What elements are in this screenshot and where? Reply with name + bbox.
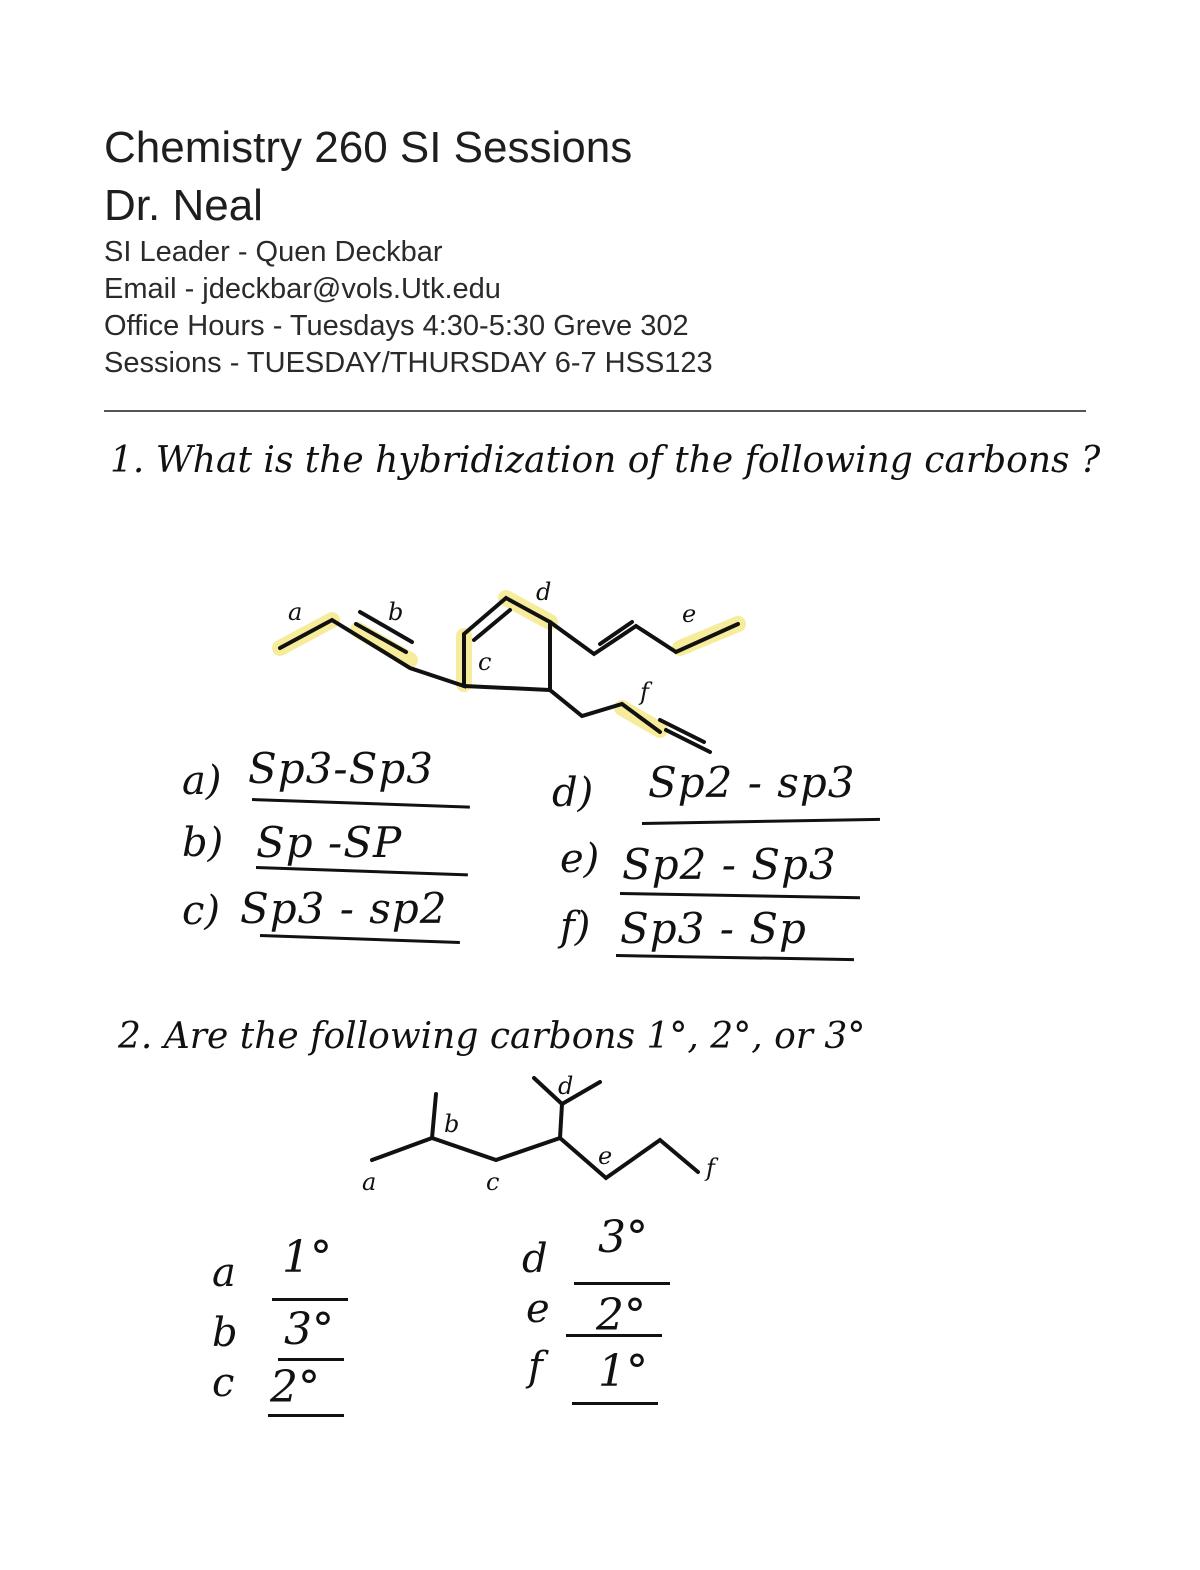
molecule-hybridization: [280, 598, 738, 752]
answer-label: b): [182, 820, 224, 866]
degree-chain-bonds: [372, 1138, 698, 1178]
atom-label: a: [288, 598, 303, 626]
answer-value: 1°: [282, 1232, 332, 1283]
atom-label: f: [640, 678, 649, 706]
answer-label: c: [212, 1360, 235, 1406]
atom-label: b: [444, 1110, 460, 1138]
page-title: Chemistry 260 SI Sessions: [104, 123, 633, 172]
email-line: Email - jdeckbar@vols.Utk.edu: [104, 273, 501, 305]
answer-value: 3°: [284, 1304, 334, 1355]
atom-label: e: [682, 600, 697, 628]
answer-value: Sp2 - Sp3: [622, 840, 837, 889]
instructor-name: Dr. Neal: [104, 181, 263, 230]
atom-label: e: [598, 1142, 613, 1170]
answer-underline: [572, 1402, 658, 1405]
atom-label: c: [478, 648, 492, 676]
question-2-prompt: 2. Are the following carbons 1°, 2°, or 3°: [118, 1016, 866, 1057]
answer-label: d): [552, 770, 594, 816]
si-leader: SI Leader - Quen Deckbar: [104, 236, 443, 268]
answer-underline: [268, 1414, 344, 1417]
sessions-line: Sessions - TUESDAY/THURSDAY 6-7 HSS123: [104, 347, 713, 379]
answer-value: 2°: [596, 1290, 646, 1341]
answer-value: 1°: [598, 1346, 648, 1397]
office-hours: Office Hours - Tuesdays 4:30-5:30 Greve 302: [104, 310, 689, 342]
answer-underline: [574, 1282, 670, 1285]
answer-value: 3°: [598, 1212, 648, 1263]
atom-label: c: [486, 1168, 500, 1196]
answer-label: c): [182, 888, 221, 934]
answer-label: a: [212, 1250, 236, 1296]
molecule-2-atom-labels: [362, 1072, 719, 1196]
answer-underline: [272, 1298, 348, 1301]
question-1-prompt: 1. What is the hybridization of the following carbons ?: [110, 440, 1101, 481]
answer-label: a): [182, 758, 222, 804]
atom-label: d: [536, 578, 552, 606]
branch-d-stem: [560, 1104, 562, 1138]
answer-label: d: [522, 1236, 548, 1282]
answer-value: 2°: [270, 1362, 320, 1413]
answer-value: Sp3 - sp2: [240, 884, 448, 933]
answer-underline: [566, 1334, 662, 1337]
answer-underline: [278, 1358, 344, 1361]
atom-label: f: [706, 1154, 715, 1182]
answer-label: e): [560, 836, 600, 882]
atom-label: a: [362, 1168, 377, 1196]
answer-label: e: [526, 1286, 550, 1332]
hybridization-highlights: [280, 598, 738, 730]
answer-value: Sp -SP: [256, 818, 403, 867]
side-chain-bonds: [550, 622, 738, 654]
answer-value: Sp3 - Sp: [620, 904, 807, 953]
atom-label: b: [388, 598, 404, 626]
ring-bottom-bond: [464, 686, 550, 690]
answer-label: f: [528, 1344, 543, 1390]
atom-label: d: [558, 1072, 574, 1100]
answer-label: b: [212, 1310, 238, 1356]
branch-b: [432, 1094, 436, 1138]
molecule-degree: [372, 1078, 698, 1178]
answer-label: f): [560, 904, 591, 950]
answer-value: Sp2 - sp3: [648, 758, 856, 807]
answer-value: Sp3-Sp3: [248, 744, 434, 793]
ring-double-bond: [474, 610, 510, 640]
